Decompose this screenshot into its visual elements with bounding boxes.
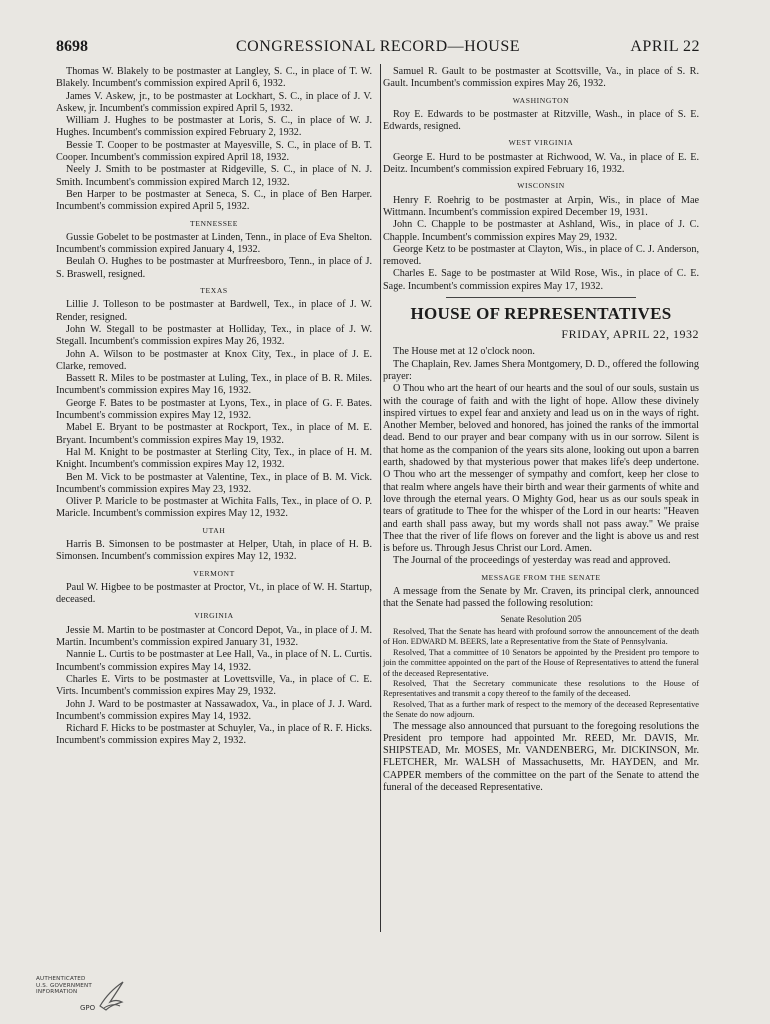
paragraph: George Ketz to be postmaster at Clayton, Wis., in place of C. J. Anderson, removed. [383, 243, 699, 268]
resolution-clause: Resolved, That the Senate has heard with profound sorrow the announcement of the death of Hon. EDWARD M. BEERS, late a Representative from the State of Pennsylvania. [383, 626, 699, 647]
paragraph: John A. Wilson to be postmaster at Knox City, Tex., in place of J. E. Clarke, removed. [56, 348, 372, 372]
paragraph: Hal M. Knight to be postmaster at Sterling City, Tex., in place of H. M. Knight. Incumbent's commission expires May 12, 1932. [56, 446, 372, 471]
paragraph: Samuel R. Gault to be postmaster at Scottsville, Va., in place of S. R. Gault. Incumbent's commission expires May 26, 1932. [383, 66, 699, 90]
paragraph: The message also announced that pursuant to the foregoing resolutions the President pro tempore had appointed Mr. REED, Mr. DAVIS, Mr. SHIPSTEAD, Mr. MOSES, Mr. VANDENBERG, Mr. DICKINSON, Mr. FLETCHER, Mr. WALSH of Massachusetts, Mr. HAYDEN, and Mr. CAPPER members of the committee on the part of the Senate to attend the funeral of the deceased Representative. [383, 720, 699, 794]
section-heading: VIRGINIA [194, 611, 234, 621]
paragraph: John W. Stegall to be postmaster at Holliday, Tex., in place of J. W. Stegall. Incumbent's commission expires May 26, 1932. [56, 323, 372, 348]
paragraph: George F. Bates to be postmaster at Lyons, Tex., in place of G. F. Bates. Incumbent's commission expires May 12, 1932. [56, 397, 372, 422]
paragraph: Charles E. Sage to be postmaster at Wild Rose, Wis., in place of C. E. Sage. Incumbent's commission expires May 17, 1932. [383, 268, 699, 292]
paragraph: Harris B. Simonsen to be postmaster at Helper, Utah, in place of H. B. Simonsen. Incumbent's commission expires May 12, 1932. [56, 538, 372, 563]
paragraph: The Journal of the proceedings of yesterday was read and approved. [393, 555, 671, 567]
resolution-clause: Resolved, That as a further mark of respect to the memory of the deceased Representative the Senate do now adjourn. [383, 699, 699, 720]
paragraph: Thomas W. Blakely to be postmaster at Langley, S. C., in place of T. W. Blakely. Incumbent's commission expired April 6, 1932. [56, 66, 372, 90]
paragraph: A message from the Senate by Mr. Craven, its principal clerk, announced that the Senate had passed the following resolution: [383, 585, 699, 610]
resolution-title: Senate Resolution 205 [500, 613, 582, 624]
section-heading: TENNESSEE [189, 218, 238, 228]
paragraph: James V. Askew, jr., to be postmaster at Lockhart, S. C., in place of J. V. Askew, jr. Incumbent's commission expired April 5, 1932. [56, 90, 372, 114]
badge-agency: GPO [80, 1004, 96, 1012]
paragraph: William J. Hughes to be postmaster at Loris, S. C., in place of W. J. Hughes. Incumbent's commission expired February 2, 1932. [56, 115, 372, 139]
paragraph: Ben Harper to be postmaster at Seneca, S. C., in place of Ben Harper. Incumbent's commission expired April 5, 1932. [56, 188, 372, 213]
column-divider [380, 64, 381, 932]
gpo-authentication-badge [36, 976, 128, 1016]
section-heading: WASHINGTON [512, 95, 570, 105]
heading-rule [446, 297, 636, 298]
paragraph: Neely J. Smith to be postmaster at Ridgeville, S. C., in place of N. J. Smith. Incumbent's commission expired March 12, 1932. [56, 164, 372, 188]
paragraph: Paul W. Higbee to be postmaster at Proctor, Vt., in place of W. H. Startup, deceased. [56, 581, 372, 606]
paragraph: Charles E. Virts to be postmaster at Lovettsville, Va., in place of C. E. Virts. Incumbent's commission expires May 29, 1932. [56, 673, 372, 698]
page-title: CONGRESSIONAL RECORD—HOUSE [236, 38, 520, 55]
left-column [56, 66, 372, 748]
paragraph: Mabel E. Bryant to be postmaster at Rockport, Tex., in place of M. E. Bryant. Incumbent's commission expires May 19, 1932. [56, 422, 372, 446]
badge-line: U.S. GOVERNMENT [36, 982, 93, 989]
badge-line: AUTHENTICATED [36, 976, 86, 982]
paragraph: Oliver P. Maricle to be postmaster at Wichita Falls, Tex., in place of O. P. Maricle. Incumbent's commission expires May 12, 1932. [56, 496, 372, 520]
resolution-clause: Resolved, That a committee of 10 Senators be appointed by the President pro tempore to join the committee appointed on the part of the House of Representatives to attend the funeral of the deceased Representative. [383, 647, 699, 678]
paragraph: Henry F. Roehrig to be postmaster at Arpin, Wis., in place of Mae Wittmann. Incumbent's commission expired December 19, 1931. [383, 194, 699, 218]
section-heading: WISCONSIN [517, 181, 565, 191]
paragraph: Roy E. Edwards to be postmaster at Ritzville, Wash., in place of S. E. Edwards, resigned. [383, 108, 699, 133]
section-heading: TEXAS [200, 286, 228, 296]
paragraph: Beulah O. Hughes to be postmaster at Murfreesboro, Tenn., in place of J. S. Braswell, resigned. [56, 256, 372, 280]
session-date: FRIDAY, APRIL 22, 1932 [561, 327, 699, 342]
paragraph: Richard F. Hicks to be postmaster at Schuyler, Va., in place of R. F. Hicks. Incumbent's commission expires May 2, 1932. [56, 723, 372, 747]
paragraph: Ben M. Vick to be postmaster at Valentine, Tex., in place of B. M. Vick. Incumbent's commission expires May 23, 1932. [56, 471, 372, 495]
paragraph: O Thou who art the heart of our hearts and the soul of our souls, sustain us with the courage of faith and with the light of hope. Allow these divinely inspired virtues to expel fear and anxiety and lead us on in the ways of right. Another Member, beloved and honored, has joined the ranks of the immortal dead. Bend to our prayer and bear company with us in our sorrow. Silent is that home as the companion of the years sits alone, looking out upon a barren earth, shadowed by that mysterious power that makes life's deep undertone. O Thou who art the messenger of sympathy and comfort, keep her close to that realm where angels have their birth and wear their garments of white and love through the eternal years. O Mighty God, hear us as our souls speak in tears of gratitude to Thee for the whisper of the Lord in our hearts: "Heaven and earth shall pass away, but my words shall not pass away." We praise Thee that the river of life flows on forever and the light is above us and rest is before us. Through Jesus Christ our Lord. Amen. [383, 383, 699, 555]
paragraph: The Chaplain, Rev. James Shera Montgomery, D. D., offered the following prayer: [383, 358, 699, 382]
page-date: APRIL 22 [630, 38, 700, 55]
resolution-clause: Resolved, That the Secretary communicate these resolutions to the House of Representatives and transmit a copy thereof to the family of the deceased. [383, 678, 699, 699]
section-heading: VERMONT [193, 568, 235, 578]
paragraph: John C. Chapple to be postmaster at Ashland, Wis., in place of J. C. Chapple. Incumbent's commission expires May 29, 1932. [383, 219, 699, 243]
paragraph: Bassett R. Miles to be postmaster at Luling, Tex., in place of B. R. Miles. Incumbent's commission expires May 16, 1932. [56, 373, 372, 397]
paragraph: John J. Ward to be postmaster at Nassawadox, Va., in place of J. J. Ward. Incumbent's commission expires May 14, 1932. [56, 698, 372, 722]
section-heading: MESSAGE FROM THE SENATE [481, 572, 601, 582]
page-header [56, 38, 700, 60]
paragraph: George E. Hurd to be postmaster at Richwood, W. Va., in place of E. E. Deitz. Incumbent's commission expired February 16, 1932. [383, 151, 699, 176]
page-number: 8698 [56, 38, 88, 55]
paragraph: Lillie J. Tolleson to be postmaster at Bardwell, Tex., in place of J. W. Render, resigned. [56, 299, 372, 323]
eagle-icon [96, 978, 126, 1012]
paragraph: The House met at 12 o'clock noon. [393, 346, 535, 358]
paragraph: Gussie Gobelet to be postmaster at Linden, Tenn., in place of Eva Shelton. Incumbent's commission expired January 4, 1932. [56, 231, 372, 256]
chamber-heading: HOUSE OF REPRESENTATIVES [410, 304, 672, 324]
paragraph: Jessie M. Martin to be postmaster at Concord Depot, Va., in place of J. M. Martin. Incumbent's commission expired January 31, 1932. [56, 624, 372, 649]
paragraph: Nannie L. Curtis to be postmaster at Lee Hall, Va., in place of N. L. Curtis. Incumbent's commission expires May 14, 1932. [56, 649, 372, 673]
right-column [383, 66, 699, 794]
section-heading: WEST VIRGINIA [508, 138, 574, 148]
paragraph: Bessie T. Cooper to be postmaster at Mayesville, S. C., in place of B. T. Cooper. Incumbent's commission expired April 18, 1932. [56, 139, 372, 164]
section-heading: UTAH [202, 525, 226, 535]
badge-line: INFORMATION [36, 989, 78, 996]
